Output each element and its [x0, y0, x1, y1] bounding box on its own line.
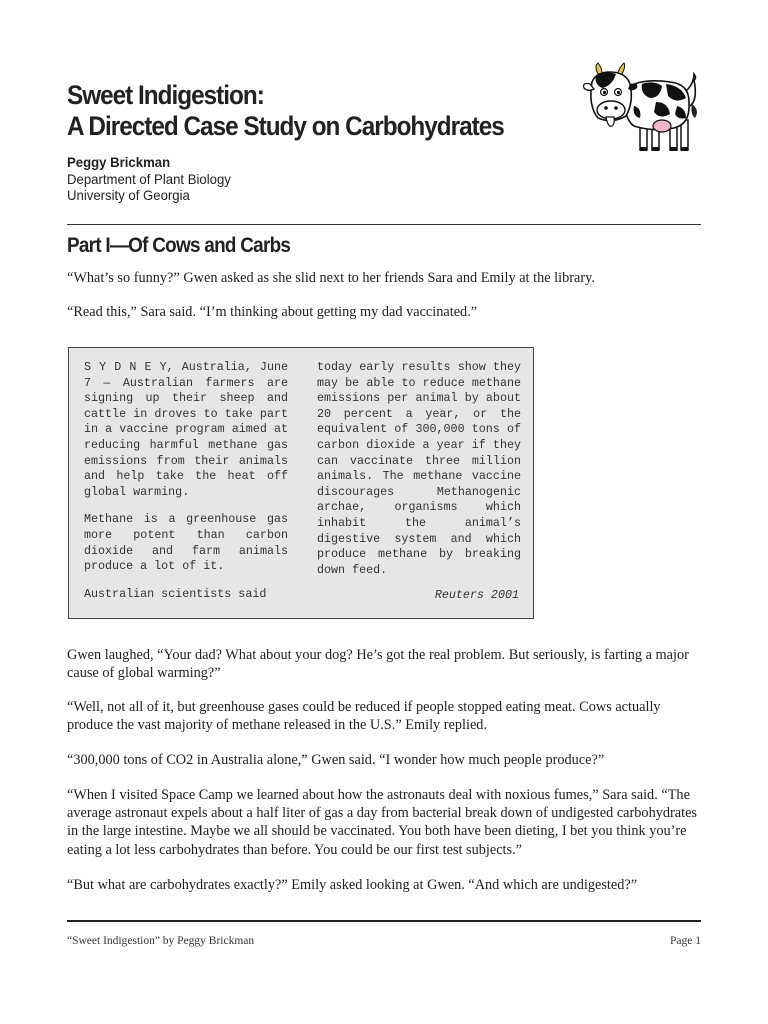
document-title [67, 80, 504, 142]
footer-divider [67, 920, 701, 922]
footer-citation: “Sweet Indigestion” by Peggy Brickman [67, 935, 255, 947]
news-paragraph: Methane is a greenhouse gas more potent than carbon dioxide and farm animals produce a lot of it. [84, 512, 288, 574]
news-source: Reuters 2001 [434, 588, 519, 603]
paragraph: Gwen laughed, “Your dad? What about your dog? He’s got the real problem. But seriously, is farting a major cause of global warming?” [67, 647, 689, 682]
cow-icon [582, 62, 704, 158]
paragraph: “300,000 tons of CO2 in Australia alone,” Gwen said. “I wonder how much people produce?” [67, 752, 605, 768]
news-excerpt-box [68, 347, 534, 619]
paragraph: “Well, not all of it, but greenhouse gases could be reduced if people stopped eating meat. Cows actually produce the vast majority of methane released in the U.S.” Emily replied. [67, 699, 661, 734]
news-paragraph: S Y D N E Y, Australia, June 7 — Australian farmers are signing up their sheep and cattle in droves to take part in a vaccine program aimed at reducing harmful methane gas emissions from their animals and help take the heat off global warming. [84, 360, 288, 499]
author-university: University of Georgia [67, 187, 190, 203]
paragraph: “But what are carbohydrates exactly?” Emily asked looking at Gwen. “And which are undigested?” [67, 877, 638, 893]
news-column-right [317, 360, 521, 578]
news-paragraph: today early results show they may be able to reduce methane emissions per animal by about 20 percent a year, or the equivalent of 300,000 tons of carbon dioxide a year if they can vaccinate three million animals. The methane vaccine discourages Methanogenic archae, organisms which inhabit the animal’s digestive system and which produce methane by breaking down feed. [317, 360, 521, 577]
header-divider [67, 224, 701, 225]
page-number: Page 1 [670, 935, 701, 947]
news-column-left [84, 360, 288, 602]
title-line-2: A Directed Case Study on Carbohydrates [67, 111, 504, 141]
part-heading: Part I—Of Cows and Carbs [67, 234, 291, 257]
author-department: Department of Plant Biology [67, 170, 231, 187]
author-block [67, 154, 231, 204]
paragraph: “When I visited Space Camp we learned about how the astronauts deal with noxious fumes,” Sara said. “The average astronaut expels about a half liter of gas a day from bacterial break down of undigested carbohydrates in the large intestine. Maybe we all should be vaccinated. You both have been dieting, I bet you think you’re eating a lot less carbohydrates than before. You could be our first test subjects.” [67, 787, 697, 858]
title-line-1: Sweet Indigestion: [67, 80, 264, 110]
news-paragraph: Australian scientists said [84, 586, 267, 601]
paragraph: “Read this,” Sara said. “I’m thinking about getting my dad vaccinated.” [67, 304, 478, 320]
paragraph: “What’s so funny?” Gwen asked as she slid next to her friends Sara and Emily at the library. [67, 270, 595, 286]
author-name: Peggy Brickman [67, 154, 171, 170]
